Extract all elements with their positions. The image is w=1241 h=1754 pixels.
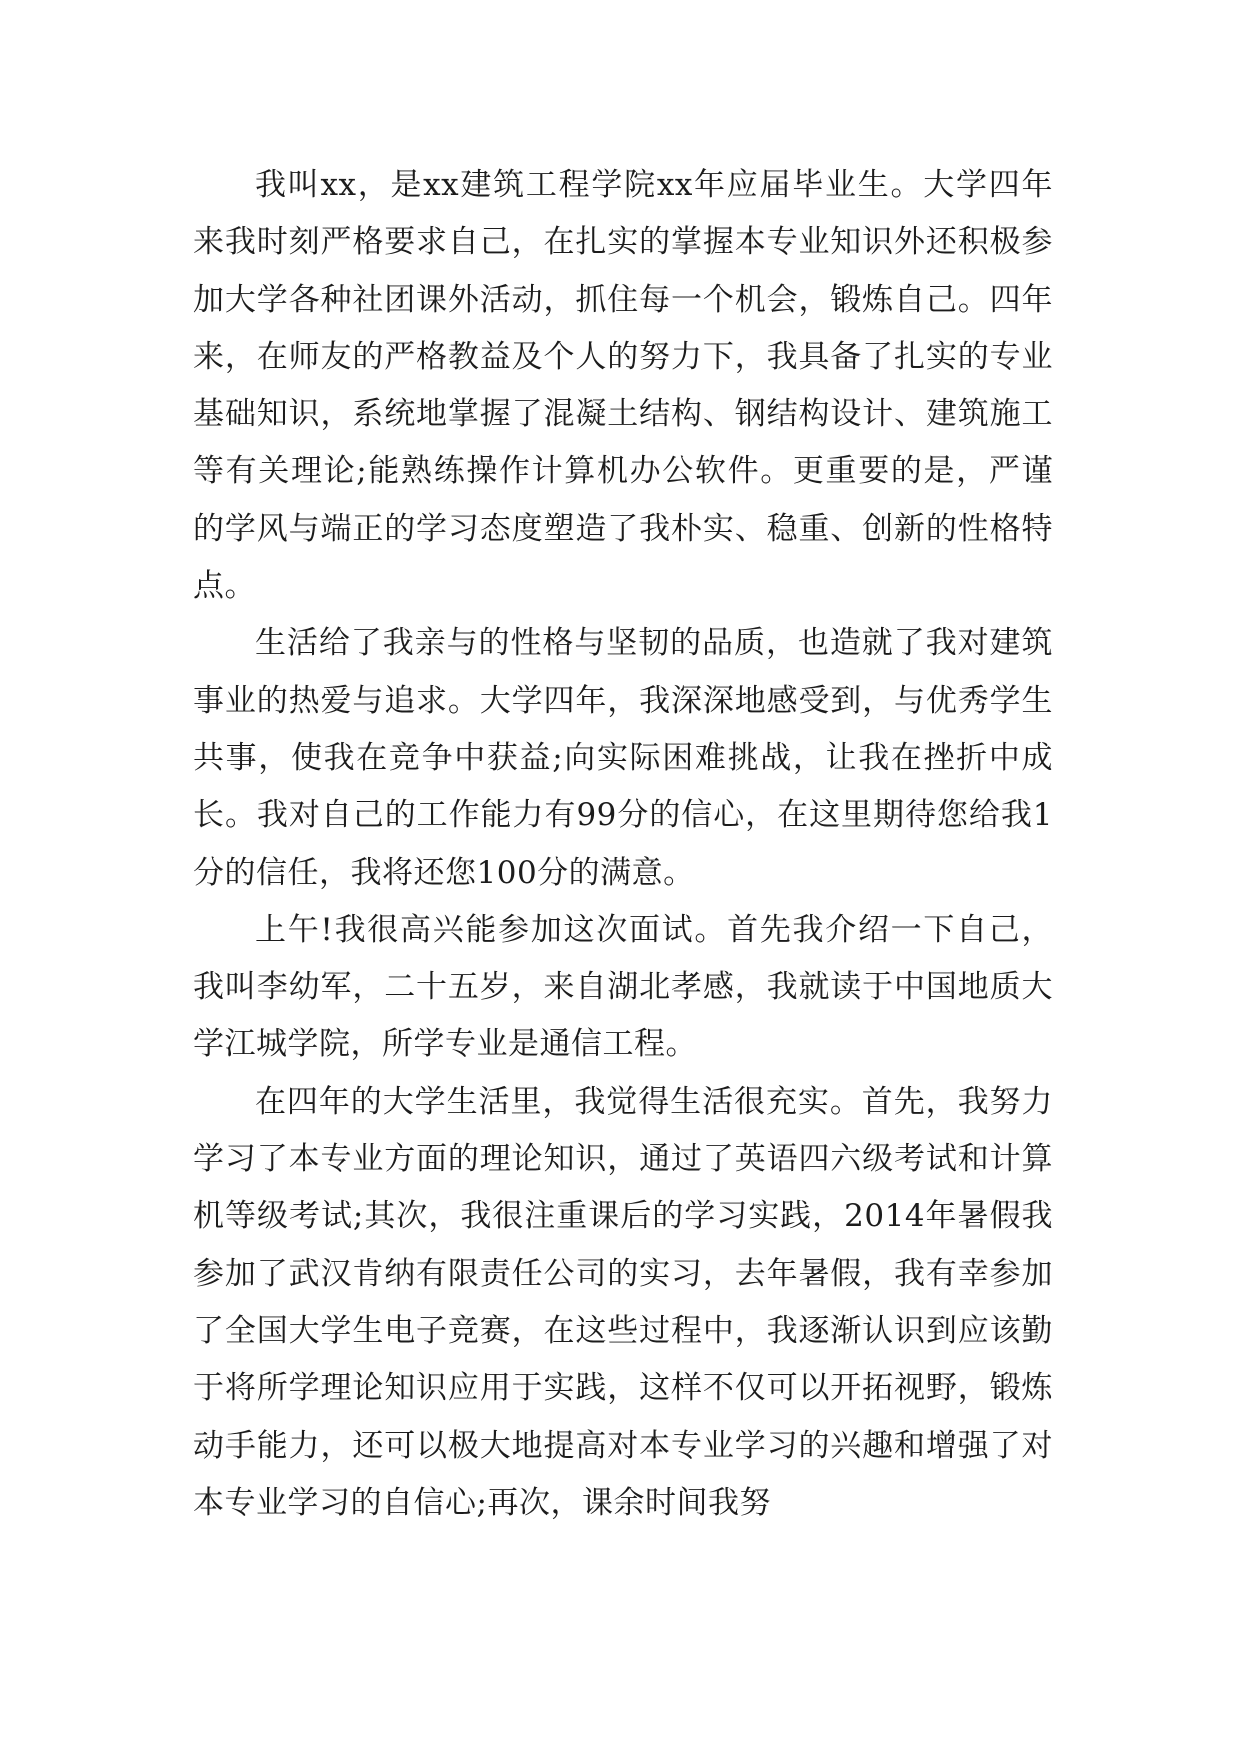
document-body [193, 157, 1053, 1532]
paragraph-3: 上午!我很高兴能参加这次面试。首先我介绍一下自己，我叫李幼军，二十五岁，来自湖北孝感，我就读于中国地质大学江城学院，所学专业是通信工程。 [193, 911, 1053, 1063]
paragraph-1: 我叫xx，是xx建筑工程学院xx年应届毕业生。大学四年来我时刻严格要求自己，在扎实的掌握本专业知识外还积极参加大学各种社团课外活动，抓住每一个机会，锻炼自己。四年来，在师友的严格教益及个人的努力下，我具备了扎实的专业基础知识，系统地掌握了混凝土结构、钢结构设计、建筑施工等有关理论;能熟练操作计算机办公软件。更重要的是，严谨的学风与端正的学习态度塑造了我朴实、稳重、创新的性格特点。 [193, 167, 1053, 605]
paragraph-4: 在四年的大学生活里，我觉得生活很充实。首先，我努力学习了本专业方面的理论知识，通过了英语四六级考试和计算机等级考试;其次，我很注重课后的学习实践，2014年暑假我参加了武汉肯纳有限责任公司的实习，去年暑假，我有幸参加了全国大学生电子竞赛，在这些过程中，我逐渐认识到应该勤于将所学理论知识应用于实践，这样不仅可以开拓视野，锻炼动手能力，还可以极大地提高对本专业学习的兴趣和增强了对本专业学习的自信心;再次，课余时间我努 [193, 1083, 1053, 1521]
paragraph-2: 生活给了我亲与的性格与坚韧的品质，也造就了我对建筑事业的热爱与追求。大学四年，我深深地感受到，与优秀学生共事，使我在竞争中获益;向实际困难挑战，让我在挫折中成长。我对自己的工作能力有99分的信心，在这里期待您给我1分的信任，我将还您100分的满意。 [193, 625, 1053, 891]
